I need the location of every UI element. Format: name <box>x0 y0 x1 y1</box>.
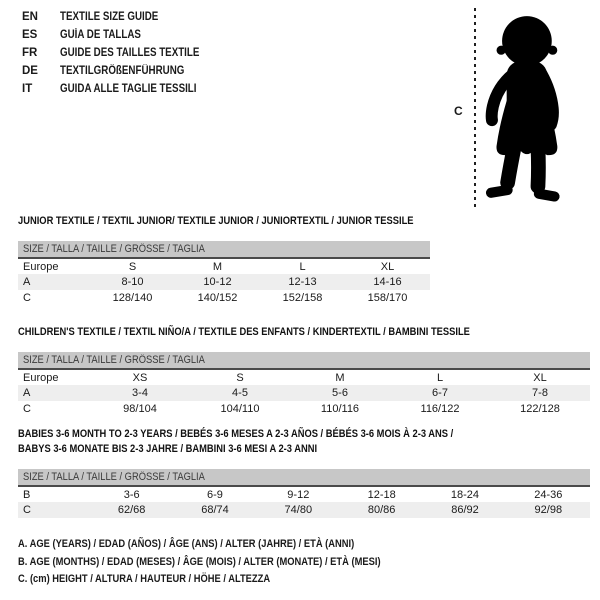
size-cell: 5-6 <box>332 387 348 399</box>
size-cell: 12-18 <box>367 488 396 501</box>
size-cell: 128/140 <box>112 292 153 304</box>
lang-code: FR <box>22 47 38 59</box>
size-cell: L <box>436 371 444 384</box>
row-label: B <box>23 488 31 501</box>
babies-size-table-section <box>18 427 590 518</box>
table-row <box>18 486 590 502</box>
size-cell: 74/80 <box>284 504 313 516</box>
table-row <box>18 385 590 401</box>
size-cell: XL <box>380 260 395 273</box>
size-cell: 4-5 <box>232 387 248 399</box>
table-row <box>18 401 590 417</box>
children-size-table <box>18 352 590 417</box>
size-cell: 110/116 <box>320 403 360 415</box>
lang-row-es <box>22 26 224 44</box>
lang-row-fr <box>22 44 224 62</box>
size-cell: 14-16 <box>373 276 402 288</box>
measure-c-label: C <box>454 104 463 118</box>
lang-code: ES <box>22 29 38 41</box>
lang-title: TEXTILE SIZE GUIDE <box>60 11 159 23</box>
table-row <box>18 258 430 274</box>
size-cell: S <box>236 371 244 384</box>
height-measure-figure <box>450 6 595 211</box>
size-cell: 7-8 <box>532 387 548 399</box>
size-cell: 24-36 <box>534 488 563 501</box>
language-title-list <box>22 8 224 98</box>
lang-title: GUÍA DE TALLAS <box>60 29 141 41</box>
size-cell: 140/152 <box>197 292 238 304</box>
size-cell: 152/158 <box>282 292 323 304</box>
size-cell: 9-12 <box>287 488 310 501</box>
size-cell: L <box>299 260 306 273</box>
size-cell: 122/128 <box>520 403 560 415</box>
row-label: Europe <box>23 371 59 384</box>
lang-row-en <box>22 8 224 26</box>
row-label: A <box>23 276 31 288</box>
junior-size-table <box>18 241 430 306</box>
note-height-cm: C. (cm) HEIGHT / ALTURA / HAUTEUR / HÖHE / ALTEZZA <box>18 573 271 585</box>
size-header-bar: SIZE / TALLA / TAILLE / GRÖSSE / TAGLIA <box>18 469 590 486</box>
table-title: JUNIOR TEXTILE / TEXTIL JUNIOR/ TEXTILE JUNIOR / JUNIORTEXTIL / JUNIOR TESSILE <box>18 215 414 227</box>
size-cell: 3-4 <box>132 387 148 399</box>
size-cell: M <box>335 371 345 384</box>
table-title: CHILDREN'S TEXTILE / TEXTIL NIÑO/A / TEXTILE DES ENFANTS / KINDERTEXTIL / BAMBINI TESSILE <box>18 326 470 338</box>
table-row <box>18 502 590 518</box>
size-header-bar: SIZE / TALLA / TAILLE / GRÖSSE / TAGLIA <box>18 241 430 258</box>
baby-silhouette-icon <box>480 10 572 210</box>
note-age-years: A. AGE (YEARS) / EDAD (AÑOS) / ÂGE (ANS) / ALTER (JAHRE) / ETÀ (ANNI) <box>18 538 355 550</box>
size-cell: XS <box>132 371 148 384</box>
row-label: C <box>23 504 31 516</box>
junior-size-table-section <box>18 214 430 306</box>
size-cell: 80/86 <box>367 504 396 516</box>
row-label: C <box>23 403 31 415</box>
lang-code: DE <box>22 65 38 77</box>
size-cell: S <box>128 260 137 273</box>
lang-title: TEXTILGRÖßENFÜHRUNG <box>60 65 185 77</box>
size-cell: 158/170 <box>367 292 408 304</box>
size-cell: 12-13 <box>288 276 317 288</box>
row-label: Europe <box>23 260 59 273</box>
lang-title: GUIDA ALLE TAGLIE TESSILI <box>60 83 197 95</box>
row-label: A <box>23 387 31 399</box>
size-cell: 68/74 <box>201 504 229 516</box>
table-row <box>18 369 590 385</box>
legend-notes <box>18 536 445 589</box>
height-dashed-line-icon <box>474 8 476 208</box>
table-row <box>18 290 430 306</box>
children-size-table-section <box>18 325 590 417</box>
size-cell: 104/110 <box>220 403 260 415</box>
size-cell: 92/98 <box>534 504 563 516</box>
size-cell: 10-12 <box>203 276 232 288</box>
row-label: C <box>23 292 31 304</box>
lang-row-de <box>22 62 224 80</box>
size-cell: 18-24 <box>450 488 480 501</box>
lang-code: EN <box>22 11 38 23</box>
size-cell: 116/122 <box>420 403 460 415</box>
size-cell: 6-9 <box>207 488 223 501</box>
size-cell: 98/104 <box>123 403 157 415</box>
table-row <box>18 274 430 290</box>
lang-row-it <box>22 80 224 98</box>
size-cell: M <box>212 260 223 273</box>
table-title: BABIES 3-6 MONTH TO 2-3 YEARS / BEBÉS 3-6 MESES A 2-3 AÑOS / BÉBÉS 3-6 MOIS À 2-3 ANS / BABYS 3-6 MONATE BIS 2-3 JAHRE / BAMBINI 3-6 MESI A 2-3 ANNI <box>18 428 454 455</box>
size-cell: 62/68 <box>117 504 146 516</box>
lang-code: IT <box>22 83 33 95</box>
size-cell: 86/92 <box>451 504 479 516</box>
lang-title: GUIDE DES TAILLES TEXTILE <box>60 47 200 59</box>
babies-size-table <box>18 469 590 518</box>
size-header-bar: SIZE / TALLA / TAILLE / GRÖSSE / TAGLIA <box>18 352 590 369</box>
size-cell: 8-10 <box>121 276 144 288</box>
size-cell: XL <box>533 371 547 384</box>
note-age-months: B. AGE (MONTHS) / EDAD (MESES) / ÂGE (MOIS) / ALTER (MONATE) / ETÀ (MESI) <box>18 555 381 568</box>
size-cell: 6-7 <box>432 387 448 399</box>
size-cell: 3-6 <box>123 488 140 501</box>
